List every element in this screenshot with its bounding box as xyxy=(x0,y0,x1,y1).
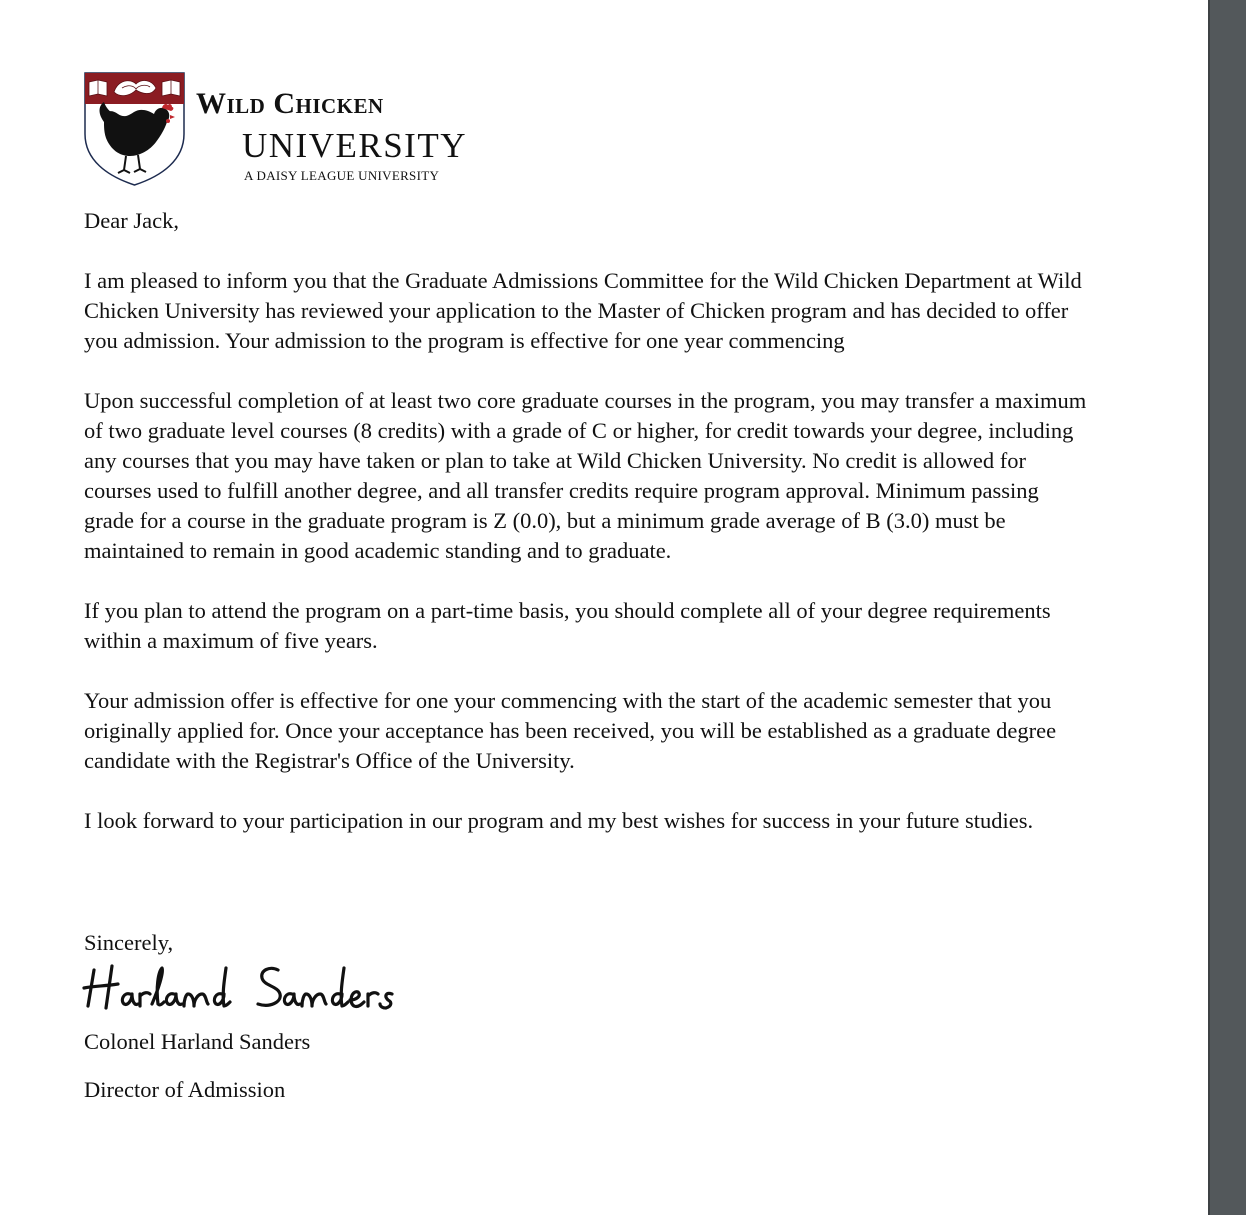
signer-name: Colonel Harland Sanders xyxy=(84,1029,311,1054)
university-wordmark xyxy=(196,82,526,186)
signer-title: Director of Admission xyxy=(84,1077,286,1102)
university-name-line2: UNIVERSITY xyxy=(242,126,467,165)
closing: Sincerely, xyxy=(84,930,174,955)
handwritten-signature xyxy=(82,958,422,1018)
paragraph-closing-wishes: I look forward to your participation in our program and my best wishes for success in your future studies. xyxy=(84,808,1034,833)
paragraph-transfer-credits: Upon successful completion of at least two core graduate courses in the program, you may transfer a maximum of two graduate level courses (8 credits) with a grade of C or higher, for credit towards your degree, including any courses that you may have taken or plan to take at Wild Chicken University. No credit is allowed for courses used to fulfill another degree, and all transfer credits require program approval. Minimum passing grade for a course in the graduate program is Z (0.0), but a minimum grade average of B (3.0) must be maintained to remain in good academic standing and to graduate. xyxy=(84,388,1087,563)
paragraph-admission-offer: I am pleased to inform you that the Graduate Admissions Committee for the Wild Chicken Department at Wild Chicken University has reviewed your application to the Master of Chicken program and has decided to offer you admission. Your admission to the program is effective for one year commencing xyxy=(84,268,1082,353)
chicken-shield-crest-icon xyxy=(84,72,185,186)
university-letterhead xyxy=(84,72,524,188)
paragraph-part-time: If you plan to attend the program on a part-time basis, you should complete all of your degree requirements within a maximum of five years. xyxy=(84,598,1051,653)
paragraph-offer-effective: Your admission offer is effective for one your commencing with the start of the academic semester that you originally applied for. Once your acceptance has been received, you will be established as a graduate degree candidate with the Registrar's Office of the University. xyxy=(84,688,1057,773)
university-tagline: A DAISY LEAGUE UNIVERSITY xyxy=(244,168,440,183)
letter-body xyxy=(84,206,1094,866)
viewer-side-panel xyxy=(1208,0,1246,1215)
viewer-panel-edge xyxy=(1208,0,1210,1215)
salutation: Dear Jack, xyxy=(84,208,179,233)
university-name-line1: Wild Chicken xyxy=(196,87,384,120)
